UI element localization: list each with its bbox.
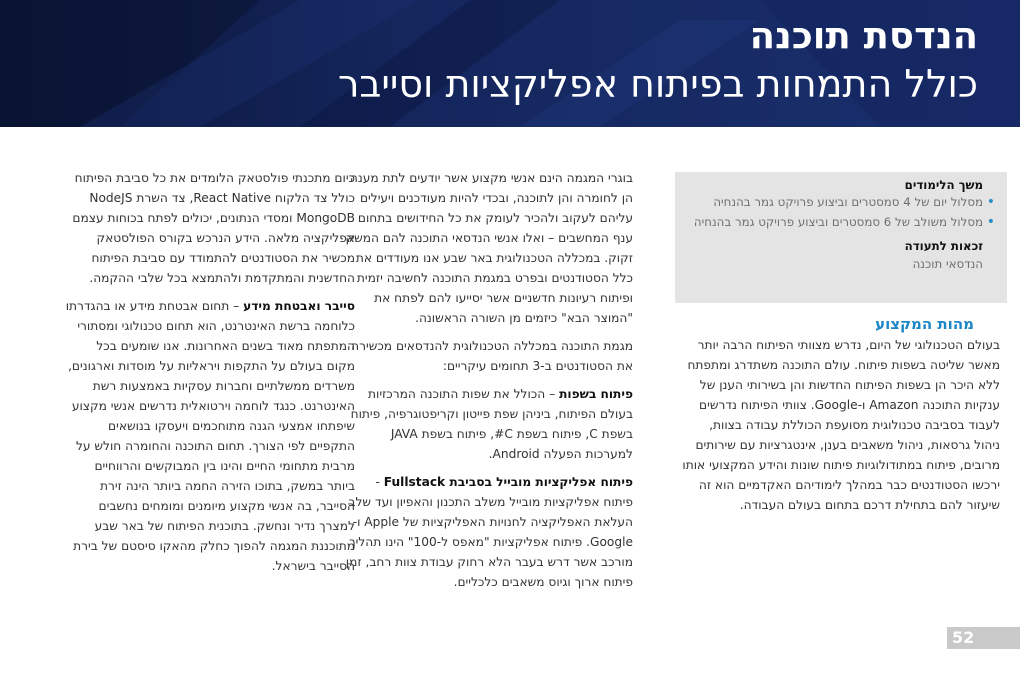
entitlement-value: הנדסאי תוכנה	[912, 257, 983, 271]
page-title: הנדסת תוכנה	[749, 14, 978, 57]
left-paragraph-2	[65, 296, 355, 576]
left-column	[65, 168, 355, 584]
program-info-box	[675, 172, 1007, 303]
duration-label: משך הלימודים	[904, 178, 983, 192]
list-item	[689, 214, 995, 231]
list-item	[689, 194, 995, 211]
bullet-icon: •	[986, 214, 995, 230]
essence-title: מהות המקצוע	[875, 315, 974, 333]
mobile-text: - פיתוח אפליקציות מובייל משלב התכנון והאפיון ועד שלב העלאת האפליקציה לחנויות האפליקציות של Apple ו-Google. פיתוח אפליקציות "מאפס ל-100" הינו תהליך מורכב אשר דרש בעבר הלא רחוק עבודת צוות רחב, זמן פיתוח ארוך וגיוס משאבים כלכליים.	[345, 475, 633, 589]
languages-text: – הכולל את שפות התוכנה המרכזיות בעולם הפיתוח, ביניהן שפת פייטון וקריפטוגרפיה, פיתוח בשפת C, פיתוח בשפת C#, פיתוח בשפת JAVA למערכות הפעלה Android.	[350, 387, 633, 461]
middle-paragraph-2: מגמת התוכנה במכללה הטכנולוגית להנדסאים מכשירה את הסטודנטים ב-3 תחומים עיקריים:	[351, 339, 633, 373]
languages-heading: פיתוח בשפות	[559, 387, 633, 401]
page-subtitle: כולל התמחות בפיתוח אפליקציות וסייבר	[337, 62, 978, 106]
essence-paragraph: בעולם הטכנולוגי של היום, נדרש מצוותי הפיתוח הרבה יותר מאשר שליטה בשפות פיתוח. עולם התוכנה משתדרג ומתפתח ללא היכר הן בשפות הפיתוח החדשות והן בשירותי הענן של ענקיות התוכנה Amazon ו-Google. צוותי הפיתוח נדרשים לעבוד בסביבה טכנולוגית מסועפת הכוללת עבודה בצוות, ניהול גרסאות, ניהול משאבים בענן, אינטגרציות עם שירותים מרובים, פיתוח במתודולוגיות פיתוח שונות והידע המקצועי אותו ירכשו הסטודנטים כבר במהלך לימודיהם האקדמיים הוא זה שיעזור להם בתחילת דרכם בתחום בעולם העבודה.	[682, 338, 1000, 512]
page-header	[0, 0, 1020, 127]
cyber-text: – תחום אבטחת מידע או בהגדרתו כלוחמה ברשת האינטרנט, הוא תחום טכנולוגי ומסתורי המתפתח מאוד בשנים האחרונות. אנו שומעים בכל מקום בעולם על התקפות ויראליות על מוסדות וארגונים, משרדים ממשלתיים וחברות עסקיות באמצעות רשת האינטרנט. כנגד לוחמה וירטואלית נדרשים אנשי מקצוע שיפתחו אמצעי הגנה מתוחכמים ויעסקו בנושאים התקפיים לפי הצורך. תחום התוכנה והחומרה חולש על מרבית מתחומי החיים והינו בין המבוקשים והרווחיים ביותר במשק, בתוכו הזירה החמה ביותר הינה זירת הסייבר, בה אנשי מקצוע מיומנים ומומחים נחשבים למצרך נדיר ונחשק. בתוכנית הפיתוח של באר שבע מתוכננת המגמה להפוך כחלק מהאקו סיסטם של בירת הסייבר בישראל.	[65, 299, 355, 573]
middle-column	[343, 168, 633, 600]
cyber-heading: סייבר ואבטחת מידע	[243, 299, 355, 313]
bullet-icon: •	[986, 194, 995, 210]
mobile-heading: פיתוח אפליקציות מובייל בסביבת Fullstack	[383, 475, 633, 489]
left-paragraph-1: כיום מתכנתי פולסטאק הלומדים את כל סביבת הפיתוח כולל צד הלקוח React Native, צד השרת NodeJS MongoDB ומסדי הנתונים, יכולים לפתח בכוחות עצמם אפליקציה מלאה. הידע הנרכש בקורס הפולסטאק מכשיר את הסטודנטים להתמודד עם סביבת הפיתוח החדשנית והמתקדמת ולהתמצא בכל שלבי ההקמה.	[72, 171, 355, 285]
middle-paragraph-3	[343, 384, 633, 464]
duration-combined-track: מסלול משולב של 6 סמסטרים וביצוע פרויקט גמר בהנחיה	[693, 215, 983, 229]
duration-day-track: מסלול יום של 4 סמסטרים וביצוע פרויקט גמר בהנחיה	[713, 195, 983, 209]
duration-list	[689, 194, 995, 231]
page-number: 52	[952, 628, 975, 647]
middle-paragraph-1: בוגרי המגמה הינם אנשי מקצוע אשר יודעים לתת מענה הן לחומרה והן לתוכנה, ובכדי להיות מעודכנים ויעילים עליהם לעקוב ולהכיר לעומק את כל החידושים בתחום ענף המחשבים – ואלו אנשי הנדסאי התוכנה להם המשק זקוק. במכללה הטכנולוגית באר שבע אנו מעודדים את כלל הסטודנטים ובפרט במגמת התוכנה לחשיבה יזמית ופיתוח רעיונות חדשניים אשר יסייעו להם לפתח את "המוצר הבא" כיזמים מן השורה הראשונה.	[345, 171, 633, 325]
middle-paragraph-4	[343, 472, 633, 592]
entitlement-label: זכאות לתעודה	[904, 239, 983, 253]
essence-column	[680, 335, 1000, 523]
